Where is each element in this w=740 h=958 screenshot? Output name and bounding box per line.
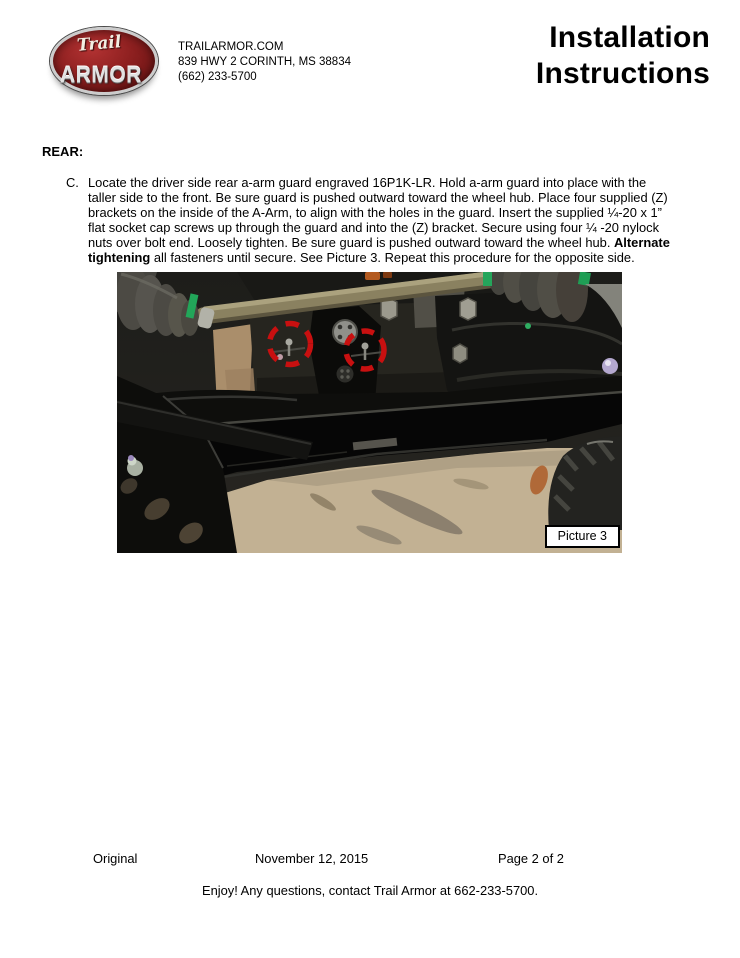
- footer-date: November 12, 2015: [255, 851, 369, 866]
- logo-block-text: ARMOR: [60, 63, 142, 88]
- picture-label-text: Picture 3: [557, 529, 607, 543]
- footer-tagline: Enjoy! Any questions, contact Trail Armor at 662-233-5700.: [201, 883, 539, 898]
- company-website: TRAILARMOR.COM: [178, 41, 284, 53]
- step-text-part2: all fasteners until secure. See Picture 3. Repeat this procedure for the opposite side.: [150, 249, 635, 265]
- hub-fitting: [333, 320, 357, 344]
- step-marker: C.: [66, 175, 79, 190]
- step-text-part1: Locate the driver side rear a-arm guard engraved 16P1K-LR. Hold a-arm guard into place with the taller side to the front. Be sure guard is pushed outward toward the wheel hub. Place four supplied (Z) brackets on the inside of the A-Arm, to align with the holes in the guard. Insert the supplied ¼-20 x 1” flat socket cap screws up through the guard and into the (Z) bracket. Secure using four ¼ -20 nylock nuts over bolt end. Loosely tighten. Be sure guard is pushed outward toward the wheel hub.: [88, 175, 668, 250]
- section-heading-rear: REAR:: [42, 144, 84, 159]
- footer-version: Original: [93, 851, 138, 866]
- orange-connector: [365, 272, 380, 280]
- purple-bolt: [602, 358, 618, 374]
- page-footer: [0, 851, 740, 867]
- company-address: 839 HWY 2 CORINTH, MS 38834: [178, 56, 351, 68]
- suspension-photo-illustration: [117, 272, 622, 553]
- picture-3-photo: [117, 272, 622, 553]
- page-title: [536, 20, 710, 92]
- logo-oval: [50, 27, 158, 95]
- green-clamp-right: [483, 272, 492, 286]
- page-title-line2: Instructions: [535, 57, 710, 90]
- picture-label: [545, 525, 620, 548]
- step-text-bold: Alternate tightening: [88, 234, 670, 265]
- step-instructions: [88, 176, 674, 265]
- page-title-line1: Installation: [549, 21, 710, 54]
- footer-page-number: Page 2 of 2: [498, 851, 564, 866]
- trail-armor-logo: [50, 27, 162, 99]
- instruction-step-c: [66, 176, 674, 265]
- logo-script-text: Trail: [76, 32, 123, 56]
- company-contact: [178, 40, 351, 85]
- company-phone: (662) 233-5700: [178, 71, 257, 83]
